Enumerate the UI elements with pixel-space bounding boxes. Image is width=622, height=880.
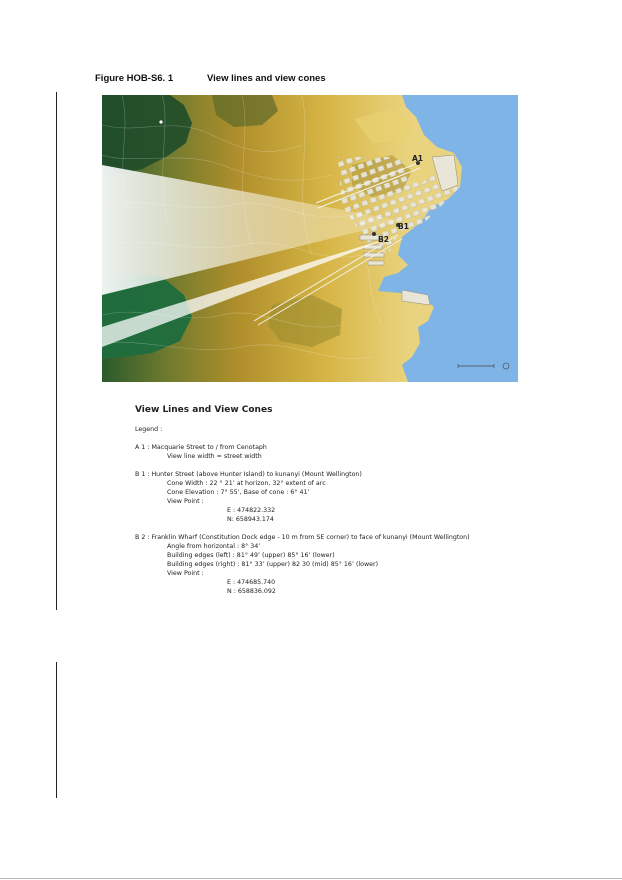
figure-title: View lines and view cones [207, 73, 326, 84]
b2-north: N : 658836.092 [227, 588, 276, 595]
revision-bar [56, 92, 57, 610]
figure-label: Figure HOB-S6. 1 [95, 73, 174, 84]
b2-angle: Angle from horizontal : 8° 34’ [167, 543, 261, 550]
b1-cone-width: Cone Width : 22 ° 21’ at horizon, 32° extent of arc [167, 480, 326, 487]
b2-edges-right: Building edges (right) : 81° 33’ (upper) 82 30 (mid) 85° 16’ (lower) [167, 561, 379, 568]
marker-b2 [372, 232, 376, 236]
marker-label-b1: B1 [398, 222, 409, 231]
view-cone-map [102, 95, 518, 382]
b2-edges-left: Building edges (left) : 81° 49’ (upper) 85° 16’ (lower) [167, 552, 335, 559]
page-bottom-rule [0, 878, 622, 879]
legend-heading: View Lines and View Cones [135, 405, 273, 415]
b2-title: B 2 : Franklin Wharf (Constitution Dock edge - 10 m from SE corner) to face of kunanyi (Mount Wellington) [135, 534, 470, 541]
b2-view-point: View Point : [167, 570, 204, 577]
b2-east: E : 474685.740 [227, 579, 276, 586]
revision-bar [56, 662, 57, 798]
b1-title: B 1 : Hunter Street (above Hunter Island) to kunanyi (Mount Wellington) [135, 471, 362, 478]
b1-north: N: 658943.174 [227, 516, 274, 523]
b1-view-point: View Point : [167, 498, 204, 505]
marker-label-a1: A1 [412, 154, 424, 163]
legend-label: Legend : [135, 426, 163, 433]
white-dot [159, 120, 162, 123]
marker-label-b2: B2 [378, 235, 389, 244]
b1-east: E : 474822.332 [227, 507, 276, 514]
legend-block [135, 405, 470, 596]
a1-title: A 1 : Macquarie Street to / from Cenotaph [135, 444, 267, 451]
b1-cone-elevation: Cone Elevation : 7° 55’, Base of cone : 6° 41’ [167, 489, 310, 496]
a1-width: View line width = street width [167, 453, 262, 460]
